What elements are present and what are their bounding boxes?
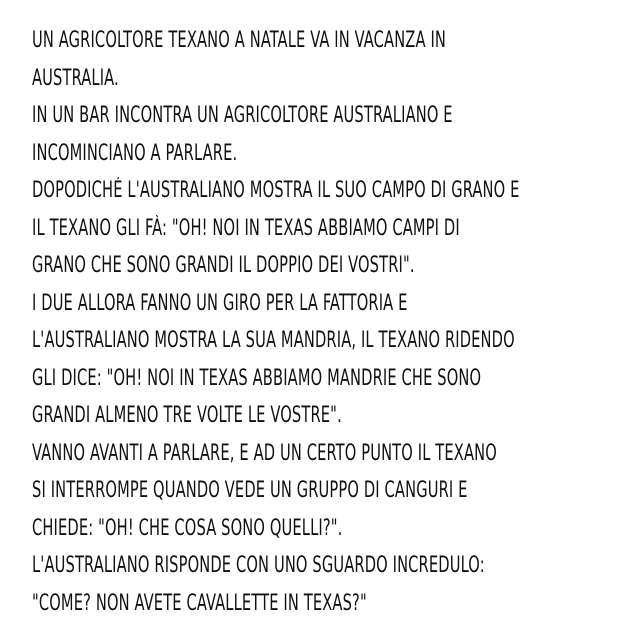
text-line: GRANO CHE SONO GRANDI IL DOPPIO DEI VOSTRI". [32,253,415,278]
text-line: SI INTERROMPE QUANDO VEDE UN GRUPPO DI CANGURI E [32,478,468,503]
text-line: AUSTRALIA. [32,65,119,91]
text-line: "COME? NON AVETE CAVALLETTE IN TEXAS?" [32,590,367,616]
text-line: UN AGRICOLTORE TEXANO A NATALE VA IN VACANZA IN [32,28,447,53]
text-line: DOPODICHÉ L'AUSTRALIANO MOSTRA IL SUO CAMPO DI GRANO E [32,178,520,203]
text-line: L'AUSTRALIANO MOSTRA LA SUA MANDRIA, IL TEXANO RIDENDO [32,328,515,353]
text-line: L'AUSTRALIANO RISPONDE CON UNO SGUARDO INCREDULO: [32,553,485,578]
text-line: GLI DICE: "OH! NOI IN TEXAS ABBIAMO MANDRIE CHE SONO [32,365,482,391]
text-line: INCOMINCIANO A PARLARE. [32,140,238,166]
text-line: CHIEDE: "OH! CHE COSA SONO QUELLI?". [32,515,343,541]
text-line: VANNO AVANTI A PARLARE, E AD UN CERTO PUNTO IL TEXANO [32,440,497,466]
joke-text-block [32,22,602,622]
text-line: IN UN BAR INCONTRA UN AGRICOLTORE AUSTRALIANO E [32,103,453,128]
text-line: GRANDI ALMENO TRE VOLTE LE VOSTRE". [32,403,342,428]
text-line: I DUE ALLORA FANNO UN GIRO PER LA FATTORIA E [32,290,408,316]
text-line: IL TEXANO GLI FÀ: "OH! NOI IN TEXAS ABBIAMO CAMPI DI [32,215,460,241]
